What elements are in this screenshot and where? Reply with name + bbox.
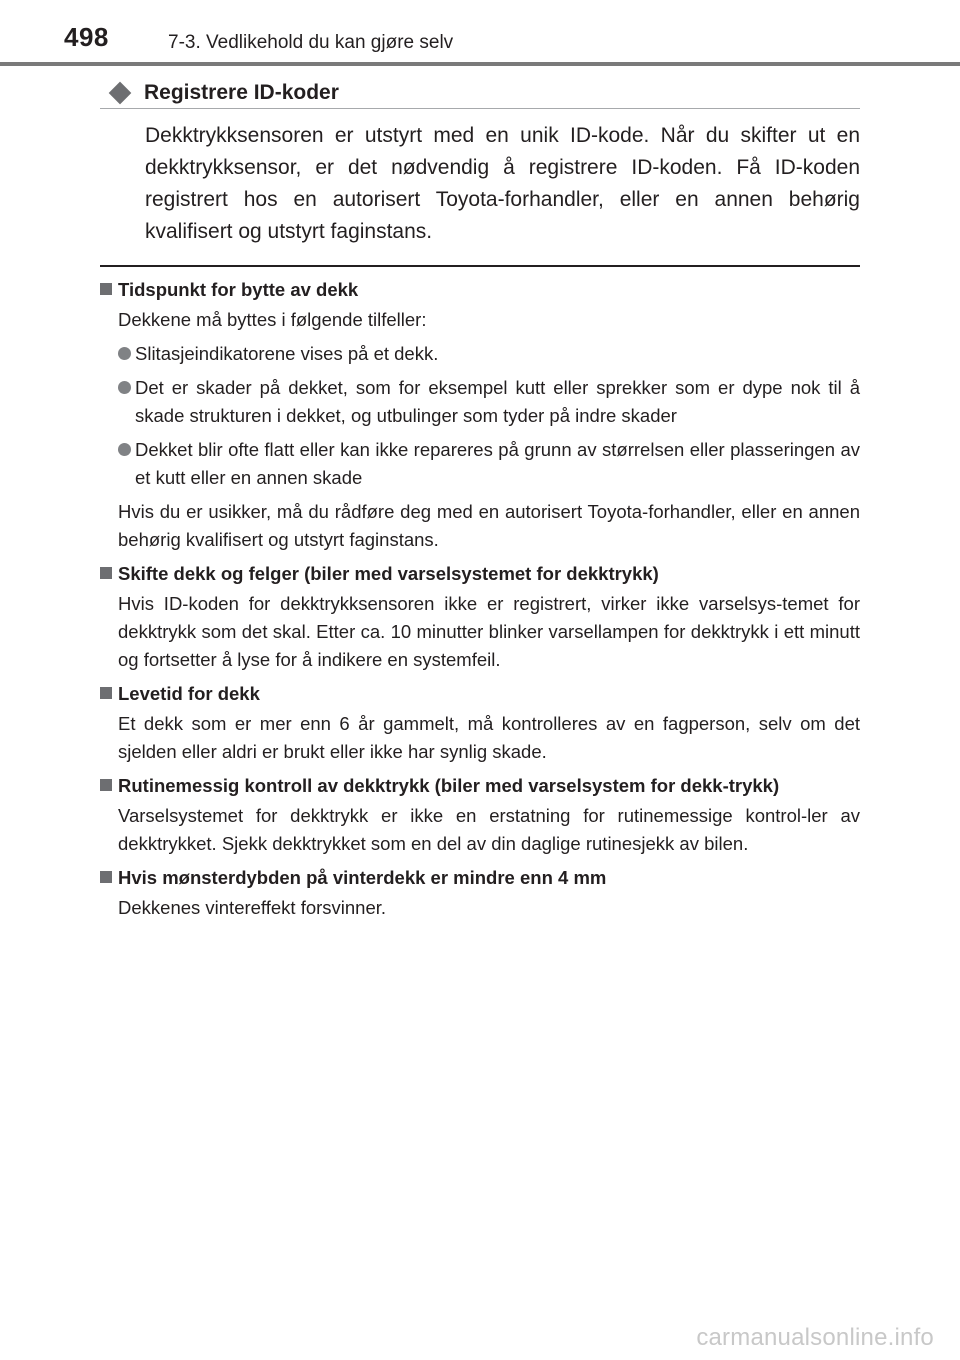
- notes-content: [100, 276, 860, 928]
- diamond-icon: [109, 82, 132, 105]
- footer-watermark: carmanualsonline.info: [696, 1324, 934, 1351]
- note-text: Hvis ID-koden for dekktrykksensoren ikke er registrert, virker ikke varselsys-temet for dekktrykk som det skal. Etter ca. 10 minutter blinker varsellampen for dekktrykk i ett minutt og fortsetter å lyse for å indikere en systemfeil.: [118, 593, 860, 670]
- section-heading: [108, 78, 339, 108]
- section-heading-text: Registrere ID-koder: [144, 81, 339, 104]
- note-text: Et dekk som er mer enn 6 år gammelt, må kontrolleres av en fagperson, selv om det sjelden eller aldri er brukt eller ikke har synlig skade.: [118, 713, 860, 762]
- note-outro: Hvis du er usikker, må du rådføre deg med en autorisert Toyota-forhandler, eller en annen behørig kvalifisert og utstyrt faginstans.: [118, 501, 860, 550]
- note-heading: [100, 276, 860, 304]
- note-heading-text: Rutinemessig kontroll av dekktrykk (biler med varselsystem for dekk-trykk): [118, 775, 780, 796]
- section-body-text: Dekktrykksensoren er utstyrt med en unik ID-kode. Når du skifter ut en dekktrykksensor, er det nødvendig å registrere ID-koden. Få ID-koden registrert hos en autorisert Toyota-forhandler, eller en annen behørig kvalifisert og utstyrt faginstans.: [145, 124, 860, 243]
- note-item-rutinemessig-kontroll: [100, 772, 860, 858]
- note-text: Varselsystemet for dekktrykk er ikke en erstatning for rutinemessige kontrol-ler av dekktrykket. Sjekk dekktrykket som en del av din daglige rutinesjekk av bilen.: [118, 805, 860, 854]
- circle-bullet-icon: [118, 443, 131, 456]
- square-icon: [100, 687, 112, 699]
- bullet-text: Det er skader på dekket, som for eksempel kutt eller sprekker som er dype nok til å skade strukturen i dekket, og utbulinger som tyder på indre skader: [135, 377, 860, 426]
- header-rule: [0, 62, 960, 66]
- bullet-text: Slitasjeindikatorene vises på et dekk.: [135, 343, 439, 364]
- note-heading: [100, 560, 860, 588]
- square-icon: [100, 567, 112, 579]
- note-intro: Dekkene må byttes i følgende tilfeller:: [118, 309, 427, 330]
- note-item-tidspunkt: [100, 276, 860, 554]
- content-divider: [100, 265, 860, 267]
- note-item-skifte-dekk: [100, 560, 860, 674]
- page-number: 498: [64, 22, 109, 52]
- note-heading-text: Tidspunkt for bytte av dekk: [118, 279, 359, 300]
- square-icon: [100, 871, 112, 883]
- circle-bullet-icon: [118, 381, 131, 394]
- note-heading-text: Levetid for dekk: [118, 683, 260, 704]
- bullet-item: [100, 374, 860, 430]
- note-heading-text: Skifte dekk og felger (biler med varselsystemet for dekktrykk): [118, 563, 659, 584]
- note-heading: [100, 772, 860, 800]
- square-icon: [100, 779, 112, 791]
- bullet-text: Dekket blir ofte flatt eller kan ikke repareres på grunn av størrelsen eller plasseringen av et kutt eller en annen skade: [135, 439, 860, 488]
- note-item-vinterdekk: [100, 864, 860, 922]
- note-text: Dekkenes vintereffekt forsvinner.: [118, 897, 387, 918]
- note-heading-text: Hvis mønsterdybden på vinterdekk er mindre enn 4 mm: [118, 867, 607, 888]
- bullet-item: [100, 436, 860, 492]
- note-item-levetid: [100, 680, 860, 766]
- note-heading: [100, 680, 860, 708]
- note-heading: [100, 864, 860, 892]
- page-header: [0, 0, 960, 64]
- section-underline: [100, 108, 860, 109]
- circle-bullet-icon: [118, 347, 131, 360]
- bullet-item: [100, 340, 860, 368]
- square-icon: [100, 283, 112, 295]
- chapter-title: 7-3. Vedlikehold du kan gjøre selv: [168, 32, 454, 53]
